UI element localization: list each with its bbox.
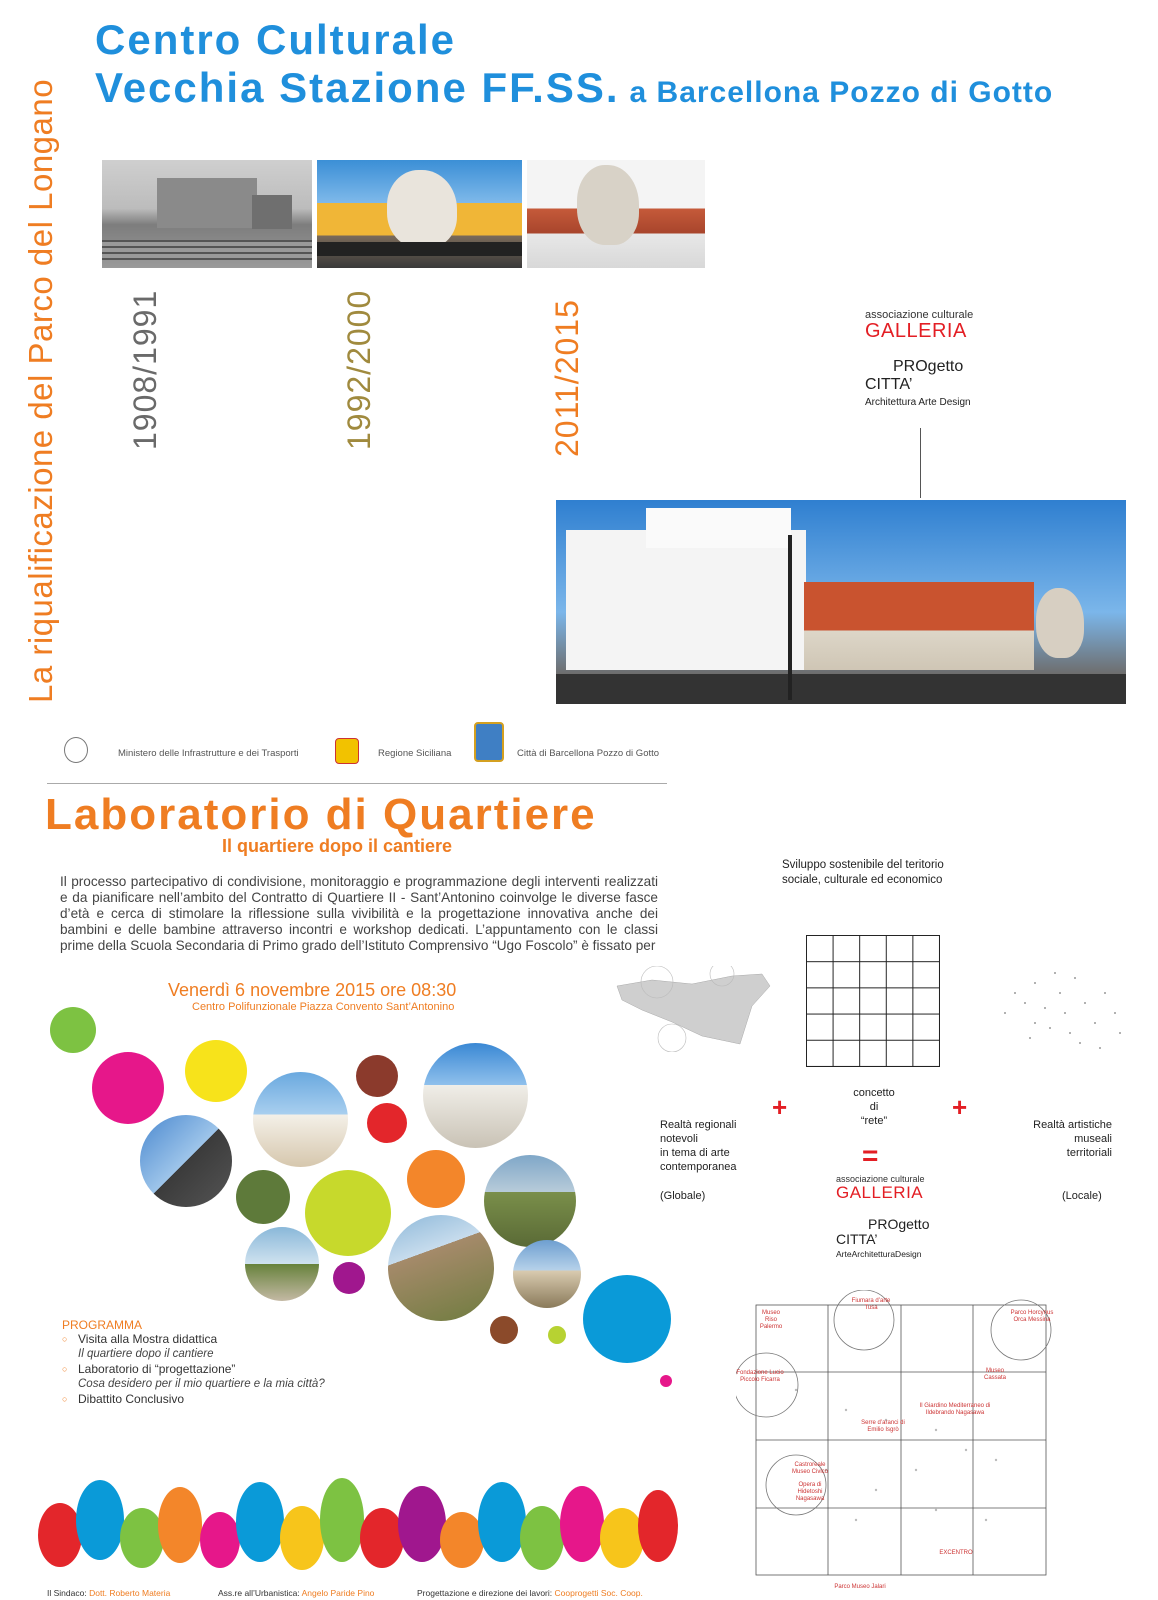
photo-circle-park <box>484 1155 576 1247</box>
main-title-city: a Barcellona Pozzo di Gotto <box>629 76 1054 109</box>
photo-circle-garden <box>236 1170 290 1224</box>
poster-body: Il processo partecipativo di condivisione, monitoraggio e programmazione degli interventi realizzati e da pianificare nell’ambito del Contratto di Quartiere II - Sant’Antonino coinvolge le diverse fasce d’età e cerca di stimolare la riflessione sulla vivibilità e la progettazione innovativa anche dei bambini e delle bambine attraverso incontri e workshop dedicati. L’appuntamento con le classi prime della Scuola Secondaria di Primo grado dell’Istituto Comprensivo “Ugo Foscolo” è fissato per <box>60 874 658 953</box>
sicily-emblem-icon <box>335 738 359 764</box>
right-label-line: museali <box>1074 1133 1112 1145</box>
footer-assessore-name: Angelo Paride Pino <box>301 1588 375 1598</box>
global-label: (Globale) <box>660 1190 706 1202</box>
photo-circle-walkway <box>388 1215 494 1321</box>
logo-progetto: PROgetto <box>868 1216 930 1232</box>
equals-sign: = <box>862 1140 879 1171</box>
photo-circle-apartments <box>513 1240 581 1308</box>
side-title: La riqualificazione del Parco del Longano <box>22 78 59 703</box>
lightbulb-circle <box>185 1040 247 1102</box>
footer-sindaco-label: Il Sindaco: <box>47 1588 87 1598</box>
diagram-heading-line1: Sviluppo sostenibile del teritorio <box>782 859 944 871</box>
logo-tagline: ArteArchitetturaDesign <box>836 1249 922 1259</box>
sicily-map <box>612 966 772 1052</box>
left-label-line: Realtà regionali <box>660 1119 737 1131</box>
event-place: Centro Polifunzionale Piazza Convento Sant’Antonino <box>192 1001 455 1013</box>
region-label: Regione Siciliana <box>378 748 452 759</box>
main-title-line1: Centro Culturale <box>95 16 457 63</box>
map-label-nagasawa: Opera di Hidetoshi Nagasawa <box>795 1482 825 1502</box>
footer-assessore <box>218 1588 374 1598</box>
concept-line2: di <box>869 1101 879 1113</box>
magenta-circle <box>92 1052 164 1124</box>
year-label-3: 2011/2015 <box>549 299 585 457</box>
footer-sindaco <box>47 1588 170 1598</box>
red-stars-circle <box>367 1103 407 1143</box>
right-label <box>1012 1118 1112 1160</box>
city-label: Città di Barcellona Pozzo di Gotto <box>517 748 660 759</box>
logo-assoc: associazione culturale <box>836 1174 925 1184</box>
plus-left: + <box>772 1092 788 1122</box>
city-emblem-icon <box>474 722 504 762</box>
italy-emblem-icon <box>64 737 88 763</box>
logo-progetto: PROgetto <box>893 358 964 375</box>
logo-assoc: associazione culturale <box>865 309 974 321</box>
photo-circle-small <box>490 1316 518 1344</box>
logo-galleria: GALLERIA <box>865 320 967 342</box>
event-date: Venerdì 6 novembre 2015 ore 08:30 <box>168 980 457 1000</box>
concept-line3: “rete” <box>860 1115 888 1127</box>
map-label-cassata: Museo Cassata <box>983 1368 1006 1381</box>
photo-cultural-center <box>556 500 1126 704</box>
photo-station-1992 <box>317 160 522 268</box>
poster-subtitle: Il quartiere dopo il cantiere <box>222 836 453 856</box>
map-label-piccolo: Fondazione Lucio Piccolo Ficarra <box>736 1370 784 1383</box>
galleria-logo <box>865 310 1015 408</box>
map-label-giardino: Il Giardino Mediterraneo di Ildebrando Nagasawa <box>919 1403 991 1416</box>
purple-circle <box>333 1262 365 1294</box>
pink-dot <box>660 1375 672 1387</box>
network-grid <box>806 935 940 1067</box>
year-label-1: 1908/1991 <box>127 289 163 450</box>
ministry-label: Ministero delle Infrastrutture e dei Trasporti <box>118 748 299 759</box>
map-label-horcynus: Parco Horcynus Orca Messina <box>1010 1310 1054 1323</box>
programma-note: Cosa desidero per il mio quartiere e la mia città? <box>78 1378 325 1390</box>
orange-circle <box>407 1150 465 1208</box>
handshake-circle <box>50 1007 96 1053</box>
right-label-line: Realtà artistiche <box>1033 1119 1112 1131</box>
photo-circle-building <box>253 1072 348 1167</box>
main-title-line2 <box>95 64 1053 112</box>
hand-shapes <box>38 1478 678 1570</box>
map-label-castroreale: Castroreale Museo Civico <box>791 1462 828 1475</box>
programma-item: ○ Laboratorio di “progettazione” <box>62 1362 325 1377</box>
blue-circle <box>583 1275 671 1363</box>
right-label-line: territoriali <box>1066 1147 1112 1159</box>
map-label-riso: Museo Riso Palermo <box>759 1310 783 1330</box>
footer-progettazione-label: Progettazione e direzione dei lavori: <box>417 1588 553 1598</box>
left-label-line: notevoli <box>660 1133 698 1145</box>
left-label <box>660 1118 736 1174</box>
diagram-heading <box>782 858 944 888</box>
photo-circle-facade <box>140 1115 232 1207</box>
photo-station-2011 <box>527 160 705 268</box>
main-title-station: Vecchia Stazione FF.SS. <box>95 64 620 111</box>
map-label-jalari: Parco Museo Jalari <box>834 1584 886 1590</box>
green-dot <box>548 1326 566 1344</box>
local-label: (Locale) <box>1062 1190 1102 1202</box>
logo-citta: CITTA’ <box>865 376 913 393</box>
map-label-fiumara: Fiumara d’arte Tusa <box>851 1298 891 1311</box>
divider <box>47 783 667 784</box>
lime-circle <box>305 1170 391 1256</box>
plus-right: + <box>952 1092 968 1122</box>
photo-circle-plaza <box>245 1227 319 1301</box>
galleria-logo-small <box>836 1175 976 1259</box>
photo-circle-tile <box>356 1055 398 1097</box>
footer-progettazione-name: Cooprogetti Soc. Coop. <box>554 1588 643 1598</box>
footer-assessore-label: Ass.re all’Urbanistica: <box>218 1588 300 1598</box>
programma-note: Il quartiere dopo il cantiere <box>78 1348 214 1360</box>
left-label-line: in tema di arte <box>660 1147 730 1159</box>
territory-dot-map <box>975 933 1145 1083</box>
photo-circle-street <box>423 1043 528 1148</box>
connector-line <box>920 428 921 498</box>
year-label-2: 1992/2000 <box>341 289 377 450</box>
footer-sindaco-name: Dott. Roberto Materia <box>89 1588 171 1598</box>
programma-item: ○ Visita alla Mostra didattica <box>62 1332 325 1347</box>
logo-galleria: GALLERIA <box>836 1183 924 1202</box>
museum-network-map <box>736 1290 1056 1590</box>
programma-heading: PROGRAMMA <box>62 1318 143 1332</box>
programma-item: ○ Dibattito Conclusivo <box>62 1392 325 1407</box>
concept-rete <box>848 1086 900 1128</box>
programma-list <box>62 1332 325 1407</box>
left-label-line: contemporanea <box>660 1161 737 1173</box>
concept-line1: concetto <box>853 1087 895 1099</box>
map-label-excentro: EXCENTRO <box>939 1550 973 1556</box>
hands-illustration <box>30 1440 680 1575</box>
logo-tagline: Architettura Arte Design <box>865 397 971 408</box>
footer-progettazione <box>417 1588 643 1598</box>
diagram-heading-line2: sociale, culturale ed economico <box>782 874 943 886</box>
map-label-isgro: Serre d’aranci di Emilio Isgrò <box>861 1420 905 1433</box>
poster-title: Laboratorio di Quartiere <box>45 790 597 839</box>
logo-citta: CITTA’ <box>836 1231 878 1247</box>
photo-old-station <box>102 160 312 268</box>
